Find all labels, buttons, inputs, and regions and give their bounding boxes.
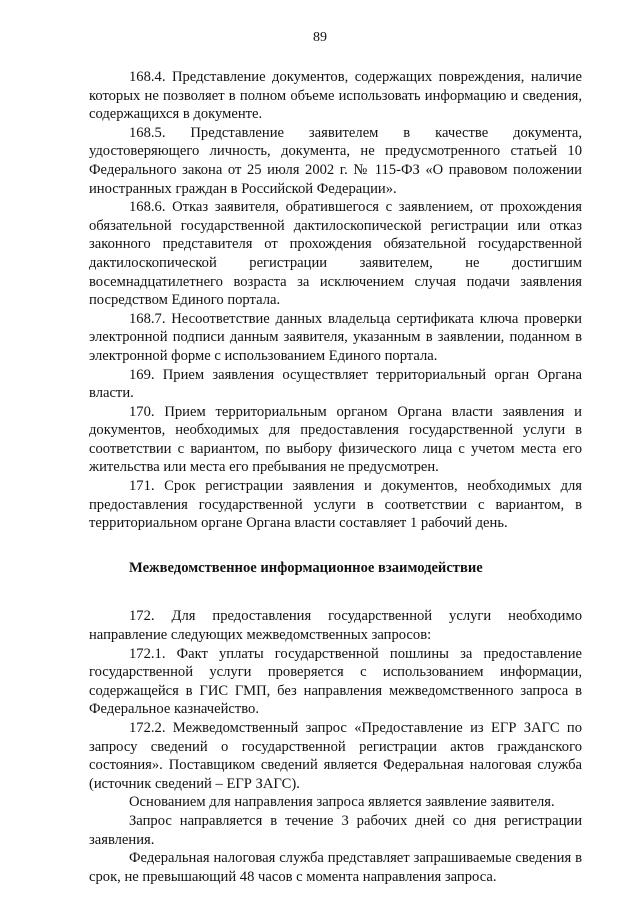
section-heading: Межведомственное информационное взаимодействие	[129, 559, 483, 576]
page-number: 89	[313, 30, 327, 45]
paragraph-168-7: 168.7. Несоответствие данных владельца сертификата ключа проверки электронной подписи данным заявителя, указанным в заявлении, поданном в электронной форме с использованием Единого портала.	[89, 310, 582, 364]
paragraph-172-2: 172.2. Межведомственный запрос «Предоставление из ЕГР ЗАГС по запросу сведений о государственной регистрации актов гражданского состояния». Поставщиком сведений является Федеральная налоговая служба (источник сведений – ЕГР ЗАГС).	[89, 720, 582, 792]
paragraph-171: 171. Срок регистрации заявления и документов, необходимых для предоставления государственной услуги в соответствии с вариантом, в территориальном органе Органа власти составляет 1 рабочий день.	[89, 478, 582, 532]
paragraph-168-4: 168.4. Представление документов, содержащих повреждения, наличие которых не позволяет в полном объеме использовать информацию и сведения, содержащихся в документе.	[89, 69, 582, 123]
paragraph-169: 169. Прием заявления осуществляет территориальный орган Органа власти.	[89, 366, 582, 402]
paragraph-request-timing: Запрос направляется в течение 3 рабочих дней со дня регистрации заявления.	[89, 812, 582, 848]
paragraph-168-6: 168.6. Отказ заявителя, обратившегося с заявлением, от прохождения обязательной государственной дактилоскопической регистрации или отказ законного представителя от прохождения обязательной государственной дактилоскопической регистрации заявителем, не достигшим восемнадцатилетнего возраста за исключением случая подачи заявления посредством Единого портала.	[89, 199, 582, 309]
document-body	[89, 68, 582, 886]
paragraph-response-timing: Федеральная налоговая служба представляет запрашиваемые сведения в срок, не превышающий 48 часов с момента направления запроса.	[89, 850, 582, 885]
paragraph-request-basis: Основанием для направления запроса является заявление заявителя.	[129, 794, 555, 811]
paragraph-172: 172. Для предоставления государственной услуги необходимо направление следующих межведомственных запросов:	[89, 608, 582, 644]
paragraph-170: 170. Прием территориальным органом Органа власти заявления и документов, необходимых для предоставления государственной услуги в соответствии с вариантом, по выбору физического лица с учетом места его жительства или места его пребывания не предусмотрен.	[89, 403, 582, 476]
paragraph-172-1: 172.1. Факт уплаты государственной пошлины за предоставление государственной услуги проверяется с использованием информации, содержащейся в ГИС ГМП, без направления межведомственного запроса в Федеральное казначейство.	[89, 645, 582, 718]
paragraph-168-5: 168.5. Представление заявителем в качестве документа, удостоверяющего личность, документа, не предусмотренного статьей 10 Федерального закона от 25 июля 2002 г. № 115-ФЗ «О правовом положении иностранных граждан в Российской Федерации».	[89, 124, 582, 197]
